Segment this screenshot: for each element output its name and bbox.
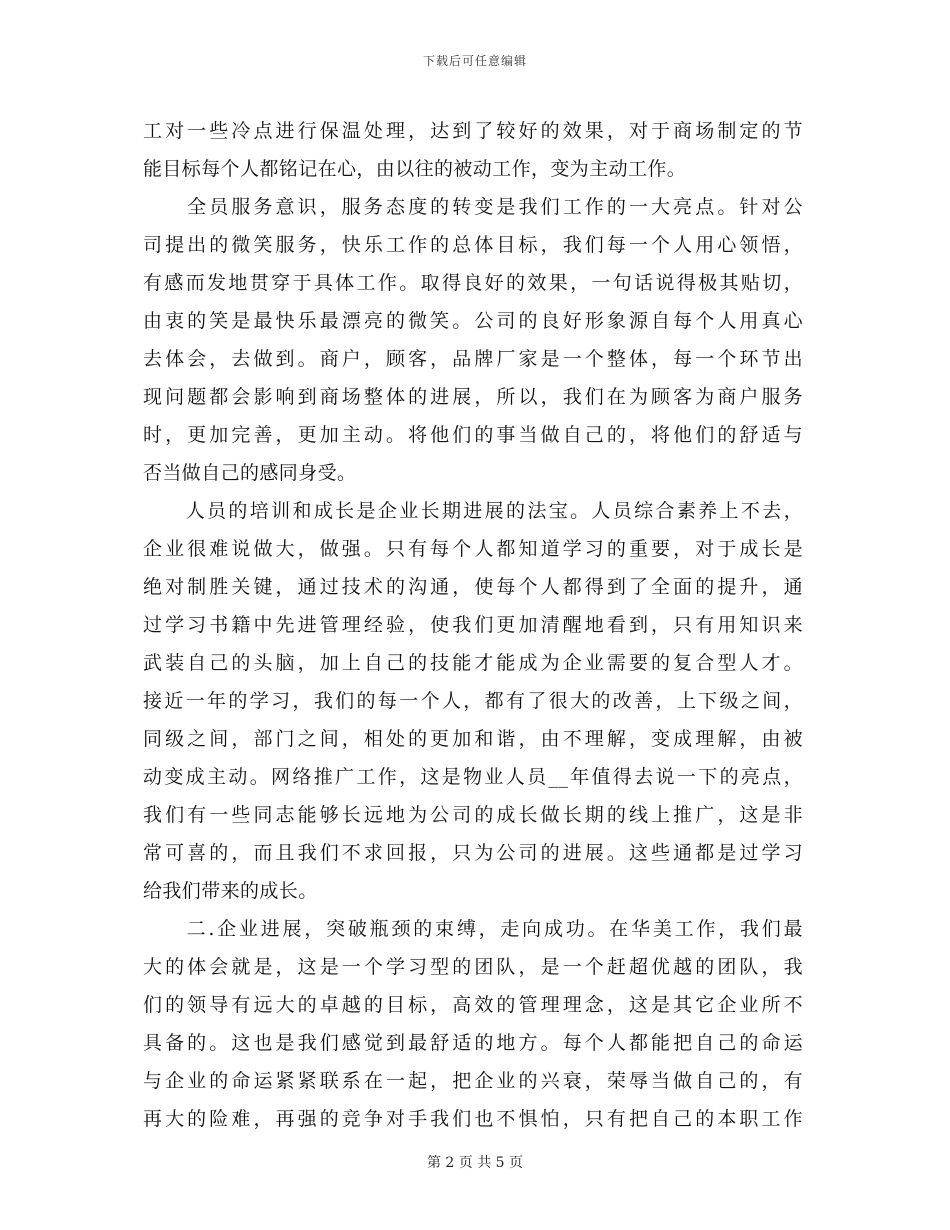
text-line: 现问题都会影响到商场整体的进展，所以，我们在为顾客为商户服务 (143, 386, 803, 408)
text-line: 时，更加完善，更加主动。将他们的事当做自己的，将他们的舒适与 (143, 424, 803, 446)
text-line: 去体会，去做到。商户，顾客，品牌厂家是一个整体，每一个环节出 (143, 348, 803, 370)
text-line: 工对一些冷点进行保温处理，达到了较好的效果，对于商场制定的节 (143, 120, 803, 142)
text-line: 企业很难说做大，做强。只有每个人都知道学习的重要，对于成长是 (143, 538, 803, 560)
text-line: 与企业的命运紧紧联系在一起，把企业的兴衰，荣辱当做自己的，有 (143, 1070, 803, 1092)
document-body (143, 112, 803, 1138)
page-header: 下载后可任意编辑 (422, 54, 527, 68)
text-line: 大的体会就是，这是一个学习型的团队，是一个赶超优越的团队，我 (143, 956, 803, 978)
text-line: 再大的险难，再强的竞争对手我们也不惧怕，只有把自己的本职工作 (143, 1108, 803, 1130)
text-line: 接近一年的学习，我们的每一个人，都有了很大的改善，上下级之间， (143, 690, 803, 712)
text-line: 由衷的笑是最快乐最漂亮的微笑。公司的良好形象源自每个人用真心 (143, 310, 803, 332)
text-line: 常可喜的，而且我们不求回报，只为公司的进展。这些通都是过学习 (143, 842, 803, 864)
text-line: 们的领导有远大的卓越的目标，高效的管理理念，这是其它企业所不 (143, 994, 803, 1016)
text-line: 否当做自己的感同身受。 (143, 462, 357, 484)
text-line: 具备的。这也是我们感觉到最舒适的地方。每个人都能把自己的命运 (143, 1032, 803, 1054)
text-line: 人员的培训和成长是企业长期进展的法宝。人员综合素养上不去， (143, 500, 803, 522)
text-line: 司提出的微笑服务，快乐工作的总体目标，我们每一个人用心领悟， (143, 234, 803, 256)
text-line: 过学习书籍中先进管理经验，使我们更加清醒地看到，只有用知识来 (143, 614, 803, 636)
text-line: 绝对制胜关键，通过技术的沟通，使每个人都得到了全面的提升，通 (143, 576, 803, 598)
text-line: 我们有一些同志能够长远地为公司的成长做长期的线上推广，这是非 (143, 804, 803, 826)
text-line: 全员服务意识，服务态度的转变是我们工作的一大亮点。针对公 (143, 196, 803, 218)
page-number: 第 2 页 共 5 页 (426, 1155, 524, 1171)
text-line: 有感而发地贯穿于具体工作。取得良好的效果，一句话说得极其贴切， (143, 272, 803, 294)
text-line: 二.企业进展，突破瓶颈的束缚，走向成功。在华美工作，我们最 (143, 918, 803, 940)
text-line: 武装自己的头脑，加上自己的技能才能成为企业需要的复合型人才。 (143, 652, 803, 674)
text-line: 给我们带来的成长。 (143, 880, 318, 902)
text-line: 同级之间，部门之间，相处的更加和谐，由不理解，变成理解，由被 (143, 728, 803, 750)
text-line: 动变成主动。网络推广工作，这是物业人员__年值得去说一下的亮点， (143, 766, 803, 788)
text-line: 能目标每个人都铭记在心，由以往的被动工作，变为主动工作。 (143, 158, 687, 180)
